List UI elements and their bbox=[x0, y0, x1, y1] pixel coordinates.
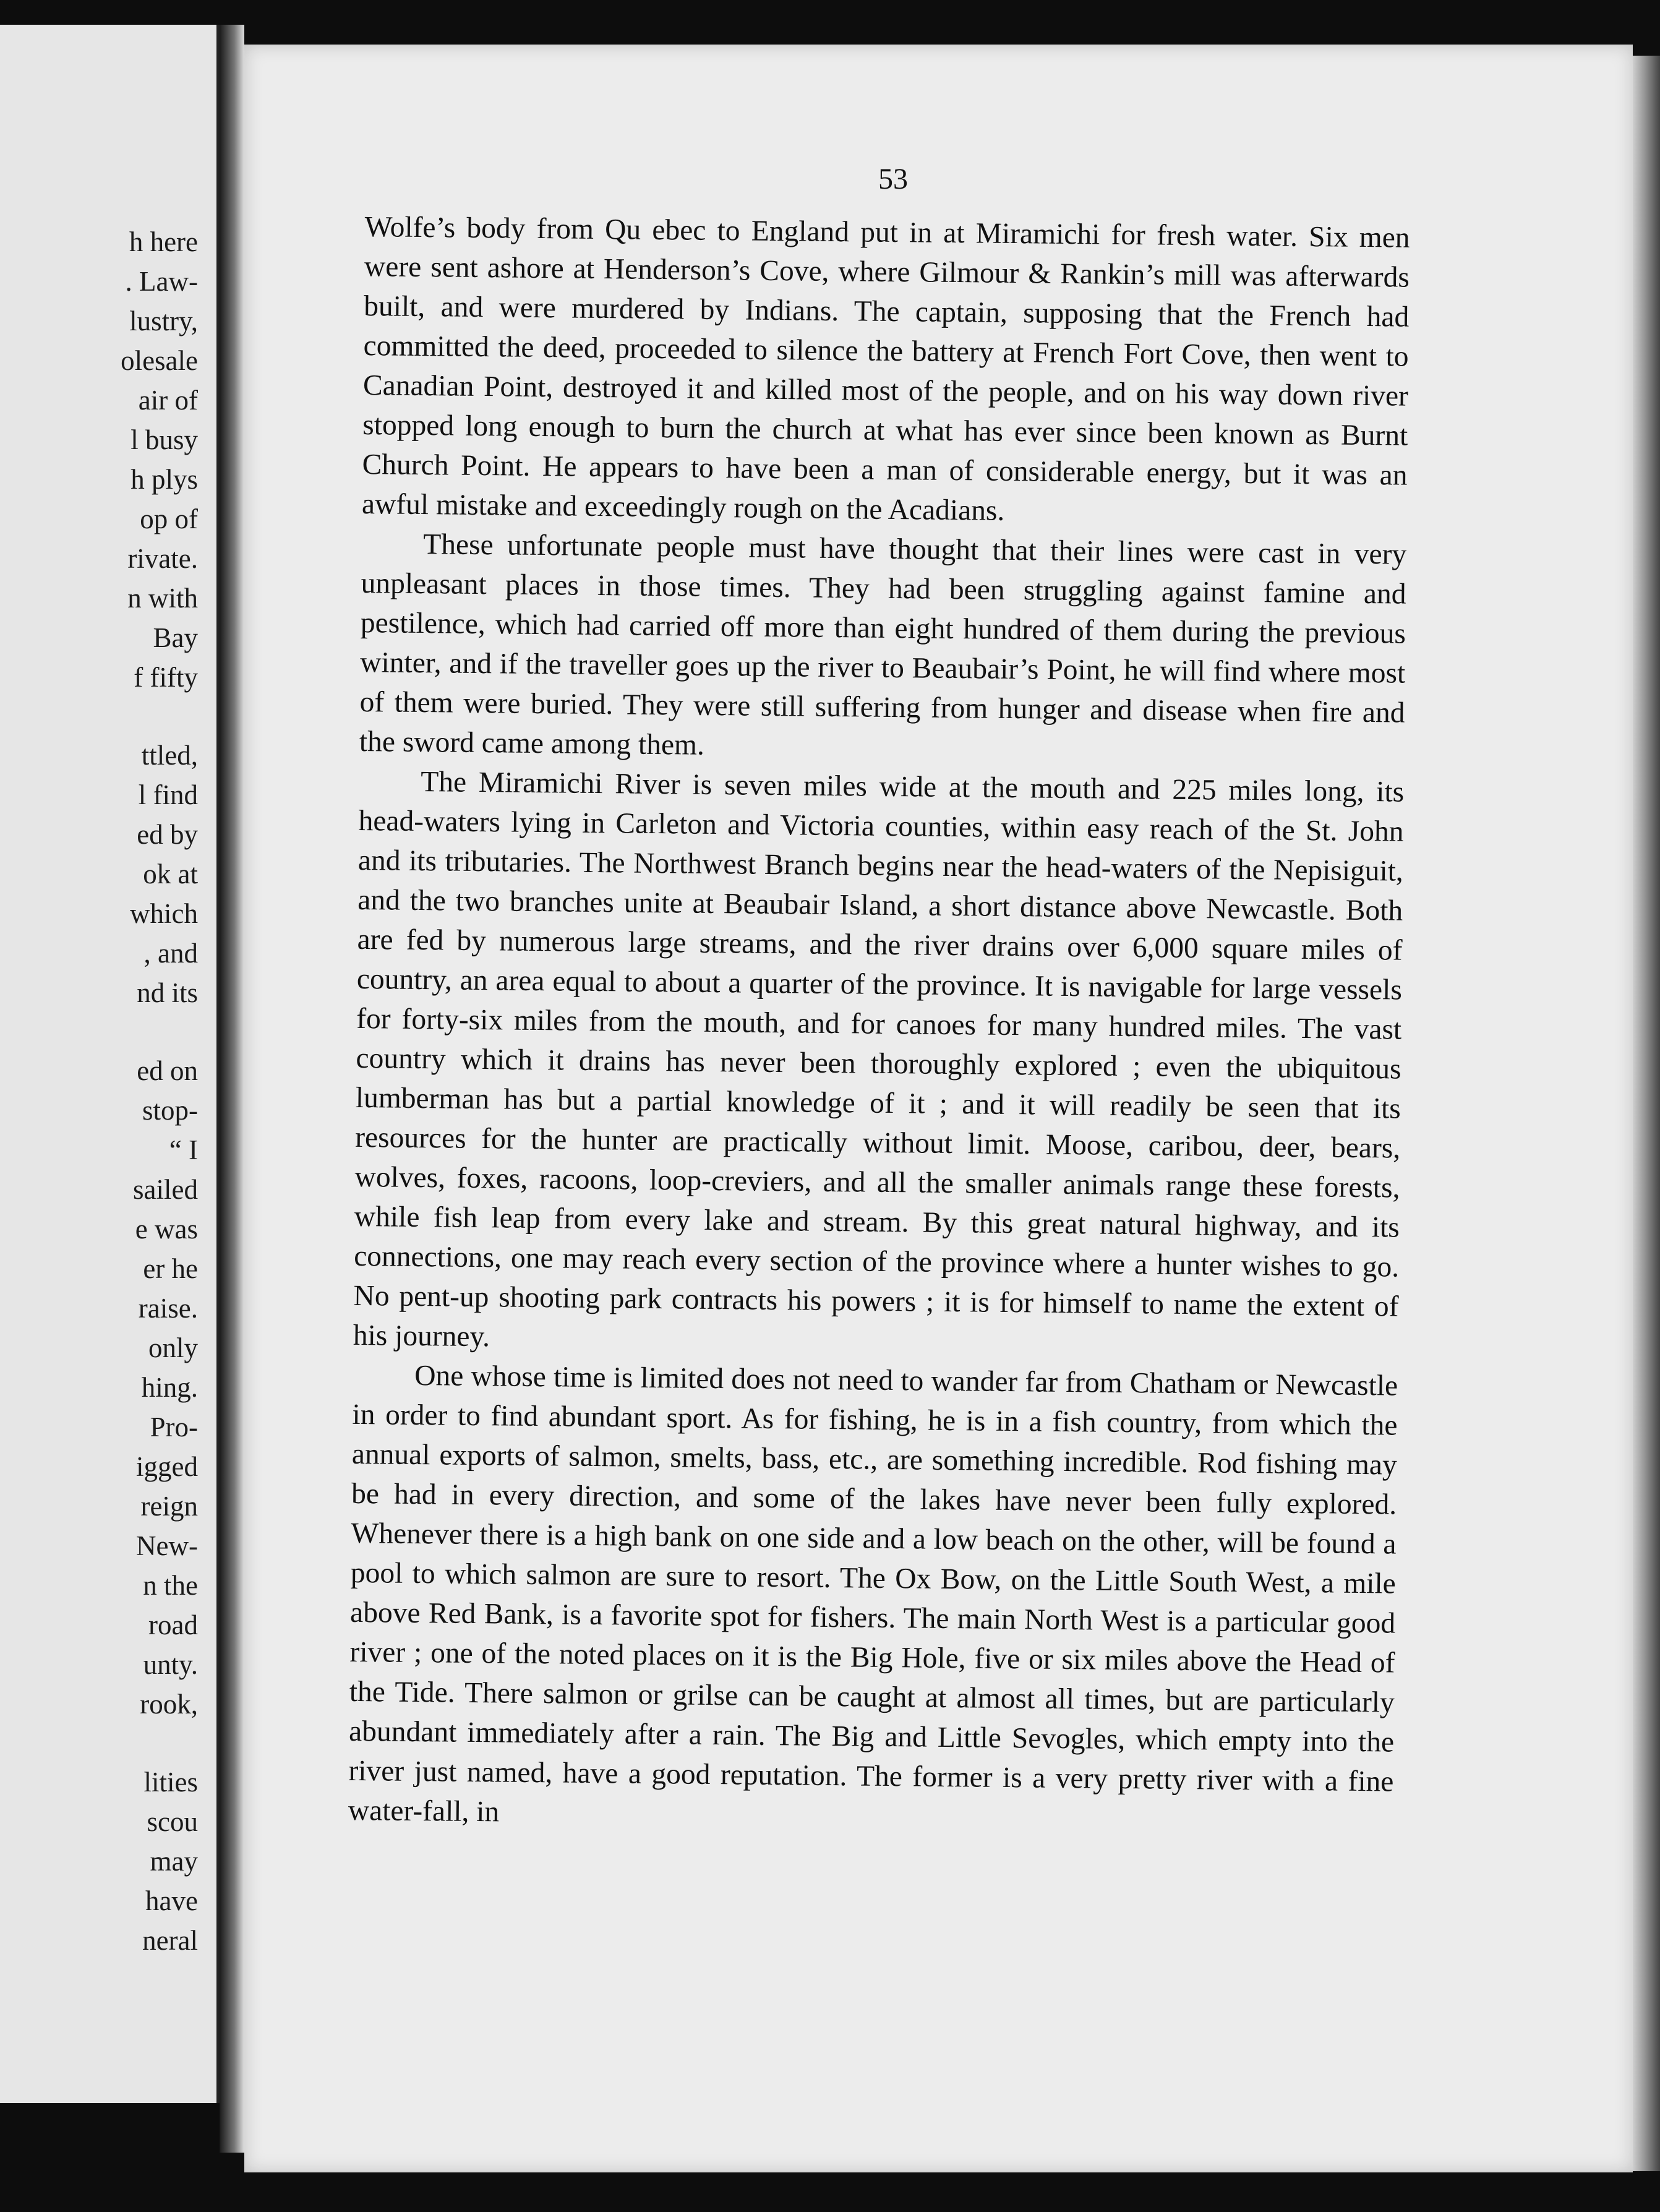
left-page-line: Pro- bbox=[150, 1412, 198, 1443]
page-edge bbox=[1633, 56, 1660, 2171]
page-body-text bbox=[348, 207, 1410, 1841]
left-page-line: n with bbox=[127, 583, 198, 614]
left-page-line: lities bbox=[143, 1767, 198, 1798]
left-page-line: reign bbox=[140, 1491, 198, 1522]
book-gutter bbox=[220, 25, 244, 2153]
left-page-line: h plys bbox=[130, 464, 198, 495]
left-page-line: f fifty bbox=[134, 662, 198, 693]
left-page-line: Bay bbox=[153, 622, 198, 653]
left-page-line: er he bbox=[143, 1253, 198, 1284]
left-page-line: ed by bbox=[137, 819, 198, 850]
paragraph-2: These unfortunate people must have thought that their lines were cast in very unpleasant places in those times. They had been struggling against famine and pestilence, which had carried off more than eight hundred of them during the previous winter, and if the traveller goes up the river to Beaubair’s Point, he will find where most of them were buried. They were still suffering from hunger and disease when fire and the sword came among them. bbox=[359, 528, 1407, 761]
left-page-line: stop- bbox=[142, 1095, 198, 1126]
left-page-line: may bbox=[150, 1846, 198, 1877]
page-number: 53 bbox=[878, 163, 908, 195]
left-page-line: have bbox=[145, 1885, 198, 1916]
left-page-line: “ I bbox=[169, 1134, 198, 1165]
left-page-line: ok at bbox=[143, 859, 198, 890]
left-page-line: nd its bbox=[137, 977, 198, 1008]
left-page-line: sailed bbox=[133, 1174, 198, 1205]
left-page-line: hing. bbox=[141, 1372, 198, 1403]
left-page-line: ed on bbox=[137, 1055, 198, 1086]
left-page-line: which bbox=[130, 898, 198, 929]
left-page-line: ttled, bbox=[141, 740, 198, 771]
left-page-line: neral bbox=[142, 1925, 198, 1956]
left-page-line: New- bbox=[136, 1530, 198, 1561]
left-page-line: rook, bbox=[140, 1689, 198, 1720]
left-page-line: l find bbox=[138, 779, 198, 810]
left-page-line: igged bbox=[136, 1451, 198, 1482]
left-page-line: e was bbox=[135, 1214, 198, 1245]
paragraph-1: Wolfe’s body from Qu ebec to England put in at Miramichi for fresh water. Six men were sent ashore at Henderson’s Cove, where Gilmour & Rankin’s mill was afterwards built, and were murdered by Indians. The captain, supposing that the French had committed the deed, proceeded to silence the battery at French Fort Cove, then went to Canadian Point, destroyed it and killed most of the people, and on his way down river stopped long enough to burn the church at what has ever since been known as Burnt Church Point. He appears to have been a man of considerable energy, but it was an awful mistake and exceedingly rough on the Acadians. bbox=[361, 210, 1410, 527]
left-page-line: unty. bbox=[143, 1649, 198, 1680]
left-page-line: air of bbox=[138, 385, 198, 416]
left-page-line: scou bbox=[147, 1806, 198, 1837]
left-page-line: raise. bbox=[138, 1293, 198, 1324]
left-page-line: only bbox=[148, 1332, 198, 1363]
left-page-line: , and bbox=[143, 938, 198, 969]
paragraph-4: One whose time is limited does not need to wander far from Chatham or Newcastle in order to find abundant sport. As for fishing, he is in a fish country, from which the annual exports of salmon, smelts, bass, etc., are something incredible. Rod fishing may be had in every direction, and some of the lakes have never been fully explored. Whenever there is a high bank on one side and a low beach on the other, will be found a pool to which salmon are sure to resort. The Ox Bow, on the Little South West, a mile above Red Bank, is a favorite spot for fishers. The main North West is a particular good river ; one of the noted places on it is the Big Hole, five or six miles above the Head of the Tide. There salmon or grilse can be caught at almost all times, but are particularly abundant immediately after a rain. The Big and Little Sevogles, which empty into the river just named, have a good reputation. The former is a very pretty river with a fine water-fall, in bbox=[348, 1359, 1398, 1828]
left-page-line: op of bbox=[140, 504, 198, 534]
left-page-line: h here bbox=[129, 226, 198, 257]
left-page-line: rivate. bbox=[127, 543, 198, 574]
left-page-line: lustry, bbox=[129, 306, 198, 337]
left-page-line: n the bbox=[143, 1570, 198, 1601]
left-page-line: road bbox=[148, 1610, 198, 1640]
left-page-fragment bbox=[0, 25, 225, 2103]
left-page-line: l busy bbox=[130, 424, 198, 455]
paragraph-3: The Miramichi River is seven miles wide at the mouth and 225 miles long, its head-waters lying in Carleton and Victoria counties, within easy reach of the St. John and its tributaries. The Northwest Branch begins near the head-waters of the Nepisiguit, and the two branches unite at Beaubair Island, a short distance above Newcastle. Both are fed by numerous large streams, and the river drains over 6,000 square miles of country, an area equal to about a quarter of the province. It is navigable for large vessels for forty-six miles from the mouth, and for canoes for many hundred miles. The vast country which it drains has never been thoroughly explored ; even the ubiquitous lumberman has but a partial knowledge of it ; and it will readily be seen that its resources for the hunter are practically without limit. Moose, caribou, deer, bears, wolves, foxes, racoons, loop-creviers, and all the smaller animals range these forests, while fish leap from every lake and stream. By this great natural highway, and its connections, one may reach every section of the province where a hunter wishes to go. No pent-up shooting park contracts his powers ; it is for himself to name the extent of his journey. bbox=[353, 765, 1405, 1353]
left-page-line: . Law- bbox=[125, 266, 198, 297]
left-page-line: olesale bbox=[121, 345, 198, 376]
